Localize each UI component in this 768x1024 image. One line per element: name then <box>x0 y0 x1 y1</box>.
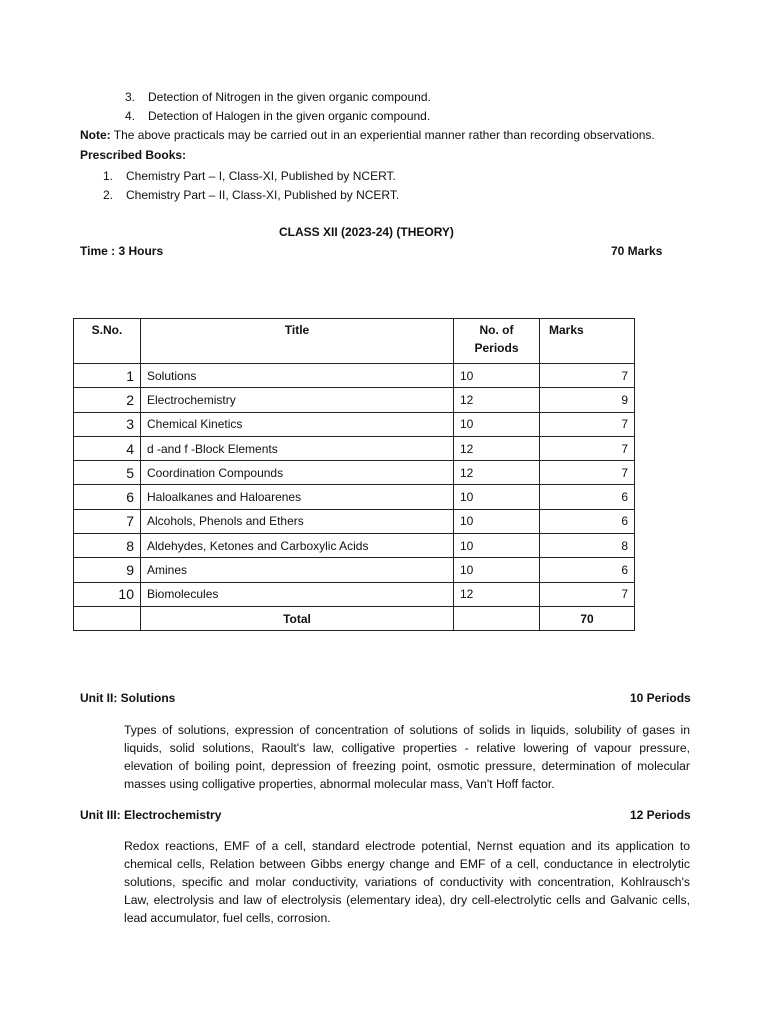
list-item: Chemistry Part – II, Class-XI, Published by NCERT. <box>126 188 400 202</box>
total-label: Total <box>141 606 454 630</box>
header-title: Title <box>141 319 454 364</box>
row-title: Alcohols, Phenols and Ethers <box>141 509 454 533</box>
row-marks: 8 <box>540 534 635 558</box>
row-marks: 7 <box>540 582 635 606</box>
row-title: Aldehydes, Ketones and Carboxylic Acids <box>141 534 454 558</box>
unit-title: Unit II: Solutions <box>80 691 176 705</box>
row-sno: 8 <box>74 534 141 558</box>
row-sno: 5 <box>74 461 141 485</box>
description-line: elevation of boiling point, depression of freezing point, osmotic pressure, determination of molecular <box>124 759 690 773</box>
description-line: solutions, specific and molar conductivity, variations of conductivity with concentration, Kohlrausch's <box>124 875 690 889</box>
description-line: lead accumulator, fuel cells, corrosion. <box>124 911 331 925</box>
list-number: 3. <box>125 90 136 104</box>
row-periods: 12 <box>454 436 540 460</box>
row-periods: 10 <box>454 509 540 533</box>
total-empty-cell <box>74 606 141 630</box>
total-empty-cell <box>454 606 540 630</box>
row-sno: 7 <box>74 509 141 533</box>
list-item: Chemistry Part – I, Class-XI, Published by NCERT. <box>126 169 396 183</box>
row-title: Biomolecules <box>141 582 454 606</box>
row-marks: 7 <box>540 461 635 485</box>
table-row <box>74 509 635 533</box>
list-number: 2. <box>103 188 114 202</box>
row-periods: 10 <box>454 412 540 436</box>
note-text: The above practicals may be carried out in an experiential manner rather than recording observations. <box>113 128 655 142</box>
table-row <box>74 582 635 606</box>
list-item: Detection of Nitrogen in the given organic compound. <box>148 90 431 104</box>
note-label: Note: <box>80 128 111 142</box>
description-line: masses using colligative properties, abnormal molecular mass, Van't Hoff factor. <box>124 777 555 791</box>
row-sno: 2 <box>74 388 141 412</box>
description-line: liquids, solid solutions, Raoult's law, colligative properties - relative lowering of vapour pressure, <box>124 741 690 755</box>
row-periods: 12 <box>454 582 540 606</box>
row-periods: 12 <box>454 388 540 412</box>
table-row <box>74 534 635 558</box>
list-number: 1. <box>103 169 114 183</box>
description-line: Law, electrolysis and law of electrolysis (elementary idea), dry cell-electrolytic cells and Galvanic cells, <box>124 893 690 907</box>
header-periods-line1: No. of <box>479 323 514 337</box>
table-row <box>74 364 635 388</box>
row-title: Solutions <box>141 364 454 388</box>
list-item: Detection of Halogen in the given organic compound. <box>148 109 431 123</box>
row-title: Amines <box>141 558 454 582</box>
table-row <box>74 485 635 509</box>
row-title: Haloalkanes and Haloarenes <box>141 485 454 509</box>
unit-description <box>124 837 690 927</box>
row-sno: 10 <box>74 582 141 606</box>
row-sno: 9 <box>74 558 141 582</box>
row-periods: 10 <box>454 534 540 558</box>
unit-description <box>124 721 690 793</box>
note <box>80 128 655 142</box>
table-row <box>74 436 635 460</box>
row-periods: 10 <box>454 558 540 582</box>
row-title: Electrochemistry <box>141 388 454 412</box>
row-sno: 4 <box>74 436 141 460</box>
row-marks: 7 <box>540 412 635 436</box>
table-row <box>74 461 635 485</box>
header-sno: S.No. <box>74 319 141 364</box>
row-marks: 6 <box>540 509 635 533</box>
description-line: Types of solutions, expression of concentration of solutions of solids in liquids, solubility of gases in <box>124 723 690 737</box>
total-marks: 70 <box>540 606 635 630</box>
row-title: d -and f -Block Elements <box>141 436 454 460</box>
row-periods: 10 <box>454 485 540 509</box>
description-line: Redox reactions, EMF of a cell, standard electrode potential, Nernst equation and its application to <box>124 839 690 853</box>
row-marks: 9 <box>540 388 635 412</box>
row-title: Coordination Compounds <box>141 461 454 485</box>
row-marks: 6 <box>540 558 635 582</box>
table-row <box>74 558 635 582</box>
time-label: Time : 3 Hours <box>80 244 164 258</box>
header-periods <box>454 319 540 364</box>
table-total-row <box>74 606 635 630</box>
table-row <box>74 412 635 436</box>
table-header-row <box>74 319 635 364</box>
row-periods: 12 <box>454 461 540 485</box>
row-title: Chemical Kinetics <box>141 412 454 436</box>
marks-label: 70 Marks <box>611 244 663 258</box>
prescribed-books-heading: Prescribed Books: <box>80 148 187 162</box>
header-periods-line2: Periods <box>474 341 519 355</box>
description-line: chemical cells, Relation between Gibbs energy change and EMF of a cell, conductance in electrolytic <box>124 857 690 871</box>
table-row <box>74 388 635 412</box>
row-marks: 6 <box>540 485 635 509</box>
unit-title: Unit III: Electrochemistry <box>80 808 222 822</box>
unit-periods: 10 Periods <box>630 691 691 705</box>
header-marks: Marks <box>540 319 635 364</box>
marks-table <box>73 318 635 631</box>
row-marks: 7 <box>540 364 635 388</box>
row-marks: 7 <box>540 436 635 460</box>
row-periods: 10 <box>454 364 540 388</box>
list-number: 4. <box>125 109 136 123</box>
class-heading: CLASS XII (2023-24) (THEORY) <box>279 225 454 239</box>
row-sno: 3 <box>74 412 141 436</box>
row-sno: 6 <box>74 485 141 509</box>
row-sno: 1 <box>74 364 141 388</box>
unit-periods: 12 Periods <box>630 808 691 822</box>
